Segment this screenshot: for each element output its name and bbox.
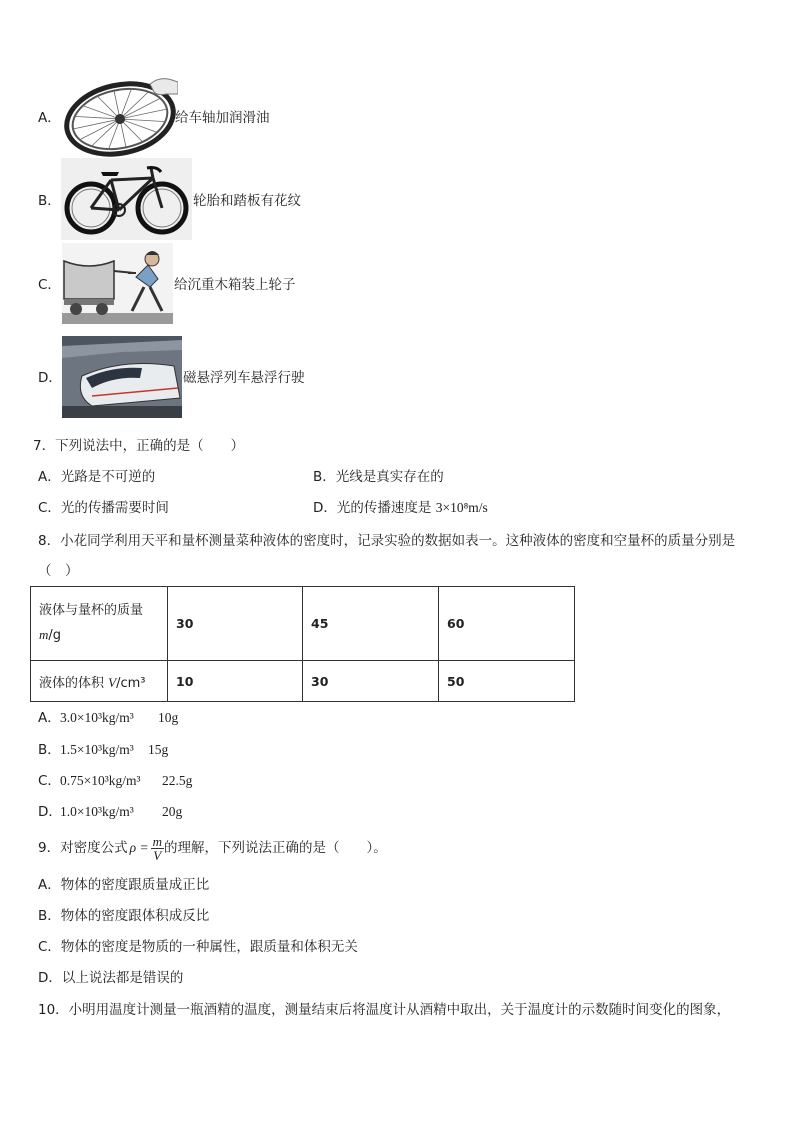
option-letter: C． [38, 773, 61, 789]
q7-option-c: C．光的传播需要时间 [38, 500, 169, 516]
q9-option-c: C．物体的密度是物质的一种属性，跟质量和体积无关 [38, 939, 358, 955]
q8-stem-line2: （ ） [38, 563, 79, 579]
table-row [31, 661, 575, 702]
option-letter: C． [38, 277, 61, 293]
formula-rho: ρ = [129, 840, 149, 855]
q10-stem: 10．小明用温度计测量一瓶酒精的温度，测量结束后将温度计从酒精中取出，关于温度计的示数随时间变化的图象， [38, 1002, 731, 1018]
table-cell: 30 [168, 587, 303, 661]
density-value: 0.75×10³kg/m³ [60, 773, 141, 788]
option-letter: A． [38, 110, 61, 126]
density-value: 1.0×10³kg/m³ [60, 804, 134, 819]
density-value: 1.5×10³kg/m³ [60, 742, 134, 757]
data-table [30, 586, 575, 702]
maglev-train-image [62, 336, 182, 418]
option-text: 给沉重木箱装上轮子 [174, 277, 296, 293]
formula-denominator: V [153, 847, 162, 863]
table-row [31, 587, 575, 661]
table-row-label [31, 661, 168, 702]
option-text: 磁悬浮列车悬浮行驶 [183, 370, 305, 386]
option-text: D．光的传播速度是 [313, 500, 432, 516]
option-letter: B． [38, 742, 61, 758]
boy-pushing-cart-image [62, 243, 173, 324]
density-formula [151, 835, 164, 862]
stem-text: 的理解，下列说法正确的是（ ）。 [163, 840, 387, 856]
q7-option-b: B．光线是真实存在的 [313, 469, 444, 485]
label-text: 液体的体积 [39, 675, 105, 691]
q7-stem: 7．下列说法中，正确的是（ ） [33, 438, 245, 454]
mass-value: 10g [158, 710, 179, 725]
density-value: 3.0×10³kg/m³ [60, 710, 134, 725]
q7-option-d [313, 499, 488, 517]
unit-text: /g [48, 628, 62, 643]
option-letter: D． [38, 804, 62, 820]
q8-stem-line1: 8．小花同学利用天平和量杯测量菜种液体的密度时，记录实验的数据如表一。这种液体的密度和空量杯的质量分别是 [38, 533, 736, 549]
variable-v: V [108, 674, 117, 690]
unit-text: /cm³ [116, 675, 146, 691]
variable-m: m [39, 627, 49, 642]
table-cell: 50 [439, 661, 575, 702]
table-cell: 45 [303, 587, 439, 661]
mass-value: 22.5g [162, 773, 193, 788]
table-row-label [31, 587, 168, 661]
option-letter: D． [38, 370, 62, 386]
q9-option-a: A．物体的密度跟质量成正比 [38, 877, 210, 893]
table-cell: 30 [303, 661, 439, 702]
formula-numerator: m [152, 833, 162, 849]
option-text: 轮胎和踏板有花纹 [193, 193, 301, 209]
speed-value: 3×10⁸m/s [435, 500, 488, 515]
option-letter: B． [38, 193, 61, 209]
table-cell: 60 [439, 587, 575, 661]
mass-value: 20g [162, 804, 183, 819]
bicycle-wheel-image [62, 74, 178, 160]
mass-value: 15g [148, 742, 169, 757]
q9-stem [38, 832, 387, 864]
q9-option-d: D．以上说法都是错误的 [38, 970, 184, 986]
stem-text: 9．对密度公式 [38, 840, 128, 856]
table-cell: 10 [168, 661, 303, 702]
q7-option-a: A．光路是不可逆的 [38, 469, 156, 485]
option-text: 给车轴加润滑油 [175, 110, 270, 126]
bicycle-image [61, 158, 192, 240]
option-letter: A． [38, 710, 61, 726]
label-text: 液体与量杯的质量 [39, 603, 144, 618]
q9-option-b: B．物体的密度跟体积成反比 [38, 908, 210, 924]
